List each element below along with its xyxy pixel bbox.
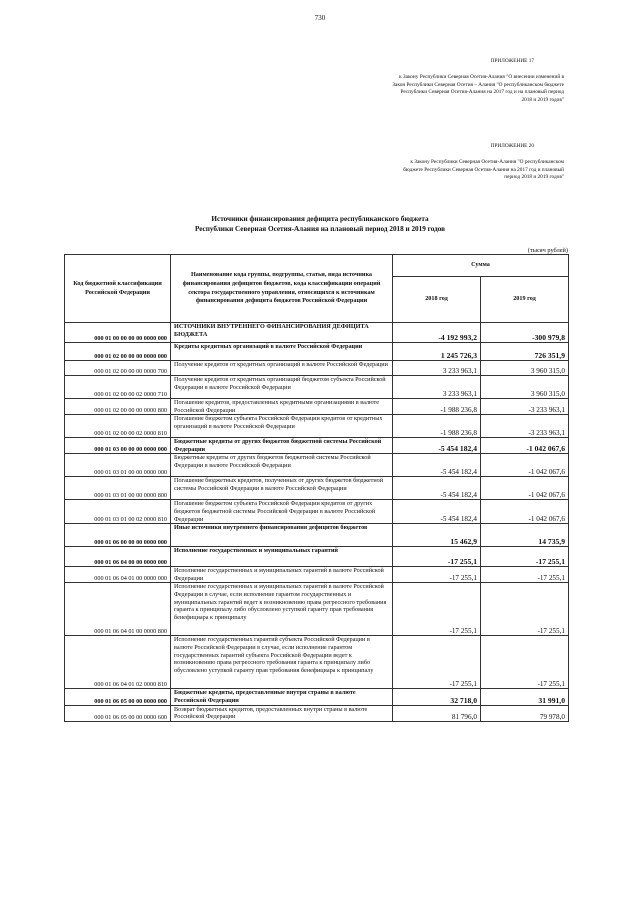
appendix-20-text: к Закону Республики Северная Осетия-Алания "О республиканском бюджете Республики Северная Осетия-Алания на 2017 год и плановый период 2018 и 2019 годов" xyxy=(403,158,564,181)
table-row xyxy=(65,583,569,636)
table-row xyxy=(65,500,569,524)
row-name: Погашение кредитов, предоставленных кредитными организациями в валюте Российской Федерации xyxy=(171,399,393,415)
row-name: Получение кредитов от кредитных организаций в валюте Российской Федерации xyxy=(171,361,393,376)
units-label: (тысяч рублей) xyxy=(527,247,568,254)
table-row xyxy=(65,343,569,361)
row-value-2019: -3 233 963,1 xyxy=(481,399,569,415)
row-value-2019: -1 042 067,6 xyxy=(481,500,569,524)
row-value-2019: -300 979,8 xyxy=(481,323,569,343)
row-code: 000 01 06 04 01 00 0000 800 xyxy=(65,583,171,636)
row-code: 000 01 06 05 00 00 0000 600 xyxy=(65,705,171,721)
row-value-2018: -17 255,1 xyxy=(393,583,481,636)
row-code: 000 01 02 00 00 02 0000 710 xyxy=(65,376,171,399)
row-code: 000 01 02 00 00 02 0000 810 xyxy=(65,415,171,438)
appendix-17-block xyxy=(392,58,564,105)
row-value-2018: -17 255,1 xyxy=(393,547,481,567)
row-value-2018: -5 454 182,4 xyxy=(393,438,481,454)
row-value-2018: 15 462,9 xyxy=(393,524,481,547)
table-row xyxy=(65,323,569,343)
row-name: Иные источники внутреннего финансирования дефицитов бюджетов xyxy=(171,524,393,547)
document-title xyxy=(90,214,550,234)
row-value-2018: -5 454 182,4 xyxy=(393,454,481,477)
row-value-2019: -17 255,1 xyxy=(481,583,569,636)
row-value-2018: -5 454 182,4 xyxy=(393,477,481,500)
row-name: Кредиты кредитных организаций в валюте Российской Федерации xyxy=(171,343,393,361)
row-value-2019: 31 991,0 xyxy=(481,689,569,705)
page-number: 730 xyxy=(314,14,326,22)
row-code: 000 01 06 05 00 00 0000 000 xyxy=(65,689,171,705)
table-row xyxy=(65,376,569,399)
row-code: 000 01 06 04 01 02 0000 810 xyxy=(65,636,171,689)
row-value-2018: 3 233 963,1 xyxy=(393,361,481,376)
row-value-2019: 3 960 315,0 xyxy=(481,376,569,399)
document-title-line-2: Республики Северная Осетия-Алания на плановый период 2018 и 2019 годов xyxy=(194,225,446,233)
row-value-2019: 3 960 315,0 xyxy=(481,361,569,376)
table-row xyxy=(65,454,569,477)
row-name: Бюджетные кредиты, предоставленные внутри страны в валюте Российской Федерации xyxy=(171,689,393,705)
row-value-2018: -5 454 182,4 xyxy=(393,500,481,524)
row-value-2018: -1 988 236,8 xyxy=(393,399,481,415)
header-sum: Сумма xyxy=(393,255,569,277)
table-row xyxy=(65,636,569,689)
row-value-2018: -4 192 993,2 xyxy=(393,323,481,343)
row-code: 000 01 06 04 00 00 0000 000 xyxy=(65,547,171,567)
row-value-2019: 79 978,0 xyxy=(481,705,569,721)
row-name: Бюджетные кредиты от других бюджетов бюджетной системы Российской Федерации в валюте Российской Федерации xyxy=(171,454,393,477)
row-code: 000 01 02 00 00 00 0000 700 xyxy=(65,361,171,376)
row-value-2019: -17 255,1 xyxy=(481,567,569,583)
row-code: 000 01 03 00 00 00 0000 000 xyxy=(65,438,171,454)
row-name: Бюджетные кредиты от других бюджетов бюджетной системы Российской Федерации xyxy=(171,438,393,454)
table-row xyxy=(65,477,569,500)
row-value-2019: -1 042 067,6 xyxy=(481,477,569,500)
row-name: ИСТОЧНИКИ ВНУТРЕННЕГО ФИНАНСИРОВАНИЯ ДЕФИЦИТА БЮДЖЕТА xyxy=(171,323,393,343)
row-name: Исполнение государственных и муниципальных гарантий в валюте Российской Федерации xyxy=(171,567,393,583)
table-row xyxy=(65,524,569,547)
document-title-line-1: Источники финансирования дефицита республиканского бюджета xyxy=(211,215,429,223)
row-value-2018: 32 718,0 xyxy=(393,689,481,705)
header-code: Код бюджетной классификации Российской Федерации xyxy=(65,255,171,323)
row-value-2019: -3 233 963,1 xyxy=(481,415,569,438)
row-value-2018: -17 255,1 xyxy=(393,567,481,583)
appendix-20-title: ПРИЛОЖЕНИЕ 20 xyxy=(490,143,534,149)
row-name: Получение кредитов от кредитных организаций бюджетом субъекта Российской Федерации в валюте Российской Федерации xyxy=(171,376,393,399)
table-row xyxy=(65,399,569,415)
row-name: Погашение бюджетом субъекта Российской Федерации кредитов от кредитных организаций в валюте Российской Федерации xyxy=(171,415,393,438)
row-name: Погашение бюджетом субъекта Российской Федерации кредитов от других бюджетов бюджетной системы Российской Федерации в валюте Российской Федерации xyxy=(171,500,393,524)
row-name: Исполнение государственных и муниципальных гарантий xyxy=(171,547,393,567)
row-value-2019: -17 255,1 xyxy=(481,547,569,567)
table-row xyxy=(65,361,569,376)
table-row xyxy=(65,689,569,705)
table-row xyxy=(65,415,569,438)
row-value-2019: -17 255,1 xyxy=(481,636,569,689)
header-name: Наименование кода группы, подгруппы, статьи, вида источника финансирования дефицитов бюджетов, кода классификации операций сектора государственного управления, относящихся к источникам финансирования дефицита бюджетов Российской Федерации xyxy=(171,255,393,323)
row-code: 000 01 06 00 00 00 0000 000 xyxy=(65,524,171,547)
row-code: 000 01 03 01 00 00 0000 000 xyxy=(65,454,171,477)
table-row xyxy=(65,567,569,583)
row-value-2018: 3 233 963,1 xyxy=(393,376,481,399)
row-value-2018: -17 255,1 xyxy=(393,636,481,689)
row-name: Исполнение государственных и муниципальных гарантий в валюте Российской Федерации в случае, если исполнение гарантом государственных и муниципальных гарантий ведет к возникновению права регрессного требования гаранта к принципалу либо обусловлено уступкой гаранту прав требования бенефициара к принципалу xyxy=(171,583,393,636)
row-name: Возврат бюджетных кредитов, предоставленных внутри страны в валюте Российской Федерации xyxy=(171,705,393,721)
table-body xyxy=(65,323,569,722)
row-code: 000 01 03 01 00 02 0000 810 xyxy=(65,500,171,524)
row-value-2019: -1 042 067,6 xyxy=(481,438,569,454)
row-name: Погашение бюджетных кредитов, полученных от других бюджетов бюджетной системы Российской Федерации в валюте Российской Федерации xyxy=(171,477,393,500)
appendix-17-text: к Закону Республики Северная Осетия-Алания "О внесении изменений в Закон Республики Северная Осетия – Алания "О республиканском бюджете Республики Северная Осетия-Алания на 2017 год и на плановый период 2018 и 2019 годов" xyxy=(392,73,564,104)
row-name: Исполнение государственных гарантий субъекта Российской Федерации в валюте Российской Федерации в случае, если исполнение гарантом государственных гарантий субъекта Российской Федерации ведет к возникновению права регрессного требования гаранта к принципалу либо обусловлено уступкой гаранту прав требования бенефициара к принципалу xyxy=(171,636,393,689)
row-code: 000 01 02 00 00 00 0000 800 xyxy=(65,399,171,415)
row-value-2018: -1 988 236,8 xyxy=(393,415,481,438)
table-row xyxy=(65,547,569,567)
row-code: 000 01 02 00 00 00 0000 000 xyxy=(65,343,171,361)
financing-sources-table xyxy=(64,254,569,722)
row-code: 000 01 03 01 00 00 0000 800 xyxy=(65,477,171,500)
table-row xyxy=(65,438,569,454)
row-code: 000 01 00 00 00 00 0000 000 xyxy=(65,323,171,343)
header-2019: 2019 год xyxy=(481,277,569,323)
row-value-2019: 726 351,9 xyxy=(481,343,569,361)
appendix-17-title: ПРИЛОЖЕНИЕ 17 xyxy=(490,58,534,64)
row-value-2018: 81 796,0 xyxy=(393,705,481,721)
appendix-20-block xyxy=(392,143,564,182)
row-value-2018: 1 245 726,3 xyxy=(393,343,481,361)
table-row xyxy=(65,705,569,721)
header-2018: 2018 год xyxy=(393,277,481,323)
row-value-2019: 14 735,9 xyxy=(481,524,569,547)
row-value-2019: -1 042 067,6 xyxy=(481,454,569,477)
row-code: 000 01 06 04 01 00 0000 000 xyxy=(65,567,171,583)
